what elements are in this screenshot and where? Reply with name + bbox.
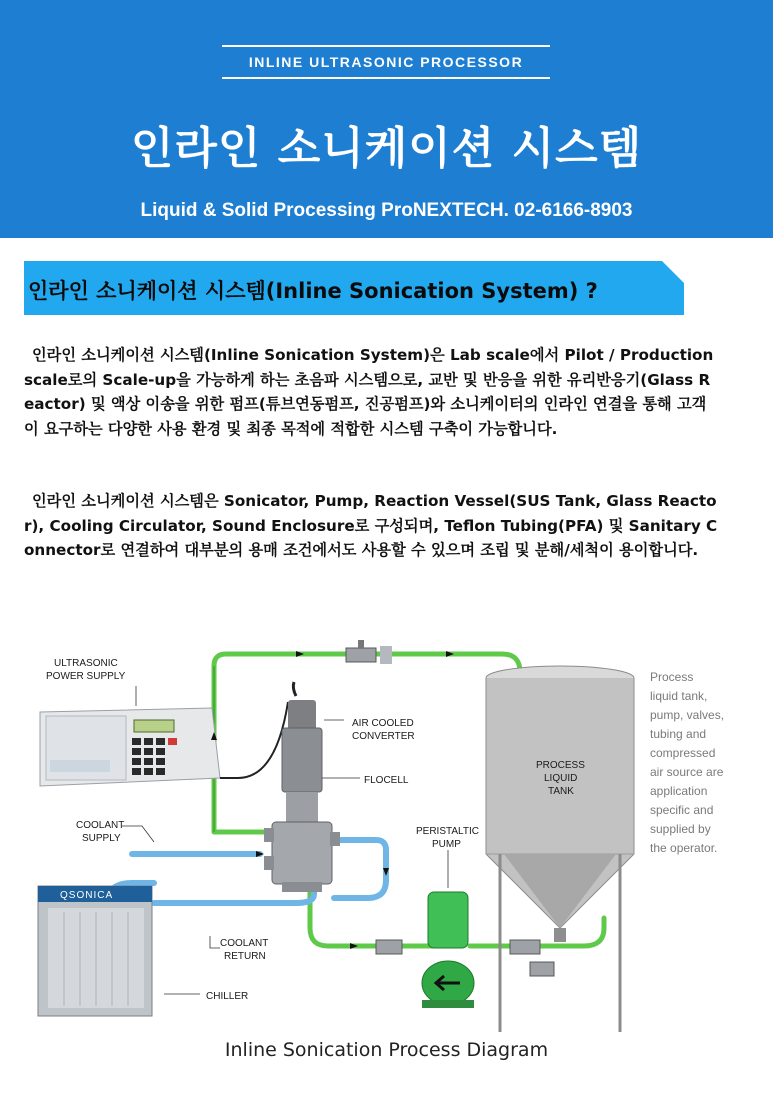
operator-note (650, 670, 724, 855)
process-liquid-tank (486, 666, 634, 1032)
top-valve (346, 640, 392, 664)
chiller-brand-label: QSONICA (60, 890, 114, 901)
header-kicker: INLINE ULTRASONIC PROCESSOR (222, 45, 550, 79)
page-title: 인라인 소니케이션 시스템 (130, 123, 643, 174)
operator-note-line: specific and (650, 803, 714, 817)
section-bar-corner (662, 261, 684, 283)
section-heading-bar (24, 261, 684, 315)
power-cable (220, 702, 288, 778)
operator-note-line: air source are (650, 765, 724, 779)
power-supply-unit (40, 708, 220, 786)
pump-label-line2: PUMP (432, 839, 461, 850)
peristaltic-pump (422, 892, 474, 1008)
coolant-return-label-line2: RETURN (224, 951, 266, 962)
converter-label-line2: CONVERTER (352, 731, 415, 742)
power-supply-label-line2: POWER SUPPLY (46, 671, 126, 682)
header-banner (0, 0, 773, 238)
process-diagram (24, 628, 749, 1040)
tank-label-line1: PROCESS (536, 760, 585, 771)
flocell (264, 822, 340, 892)
intro-paragraph: 인라인 소니케이션 시스템(Inline Sonication System)은 Lab scale에서 Pilot / Production scale로의 Scale-up을 가능하게 하는 초음파 시스템으로, 교반 및 반응을 위한 유리반응기(Glass Reactor) 및 액상 이송을 위한 펌프(튜브연동펌프, 진공펌프)와 소니케이터의 인라인 연결을 통해 고객이 요구하는 다양한 사용 환경 및 최종 목적에 적합한 시스템 구축이 가능합니다. (24, 346, 714, 438)
operator-note-line: Process (650, 670, 694, 684)
section-title: 인라인 소니케이션 시스템(Inline Sonication System) ? (28, 279, 598, 303)
operator-note-line: pump, valves, (650, 708, 725, 722)
coolant-return-label-line1: COOLANT (220, 938, 269, 949)
operator-note-line: tubing and (650, 727, 707, 741)
operator-note-line: supplied by (650, 822, 711, 836)
chiller-unit (38, 886, 152, 1016)
coolant-return-loop (334, 880, 386, 898)
components-paragraph: 인라인 소니케이션 시스템은 Sonicator, Pump, Reaction Vessel(SUS Tank, Glass Reactor), Cooling Circulator, Sound Enclosure로 구성되며, Teflon Tubing(PFA) 및 Sanitary Connector로 연결하여 대부분의 용매 조건에서도 사용할 수 있으며 조립 및 분해/세척이 용이합니다. (24, 492, 718, 559)
coolant-supply-label-line1: COOLANT (76, 820, 125, 831)
converter-label-line1: AIR COOLED (352, 718, 414, 729)
power-supply-label-line1: ULTRASONIC (54, 658, 118, 669)
process-line-top (214, 654, 520, 832)
chiller-label: CHILLER (206, 991, 249, 1002)
coolant-supply-label-line2: SUPPLY (82, 833, 121, 844)
operator-note-line: liquid tank, (650, 689, 708, 703)
air-cooled-converter (282, 682, 322, 822)
flocell-label: FLOCELL (364, 775, 409, 786)
header-subtitle: Liquid & Solid Processing ProNEXTECH. 02-6166-8903 (140, 200, 633, 221)
tank-label-line3: TANK (548, 786, 574, 797)
diagram-caption: Inline Sonication Process Diagram (224, 1039, 549, 1061)
tank-label-line2: LIQUID (544, 773, 578, 784)
operator-note-line: application (650, 784, 708, 798)
pump-label-line1: PERISTALTIC (416, 826, 479, 837)
operator-note-line: the operator. (650, 841, 718, 855)
operator-note-line: compressed (650, 746, 716, 760)
